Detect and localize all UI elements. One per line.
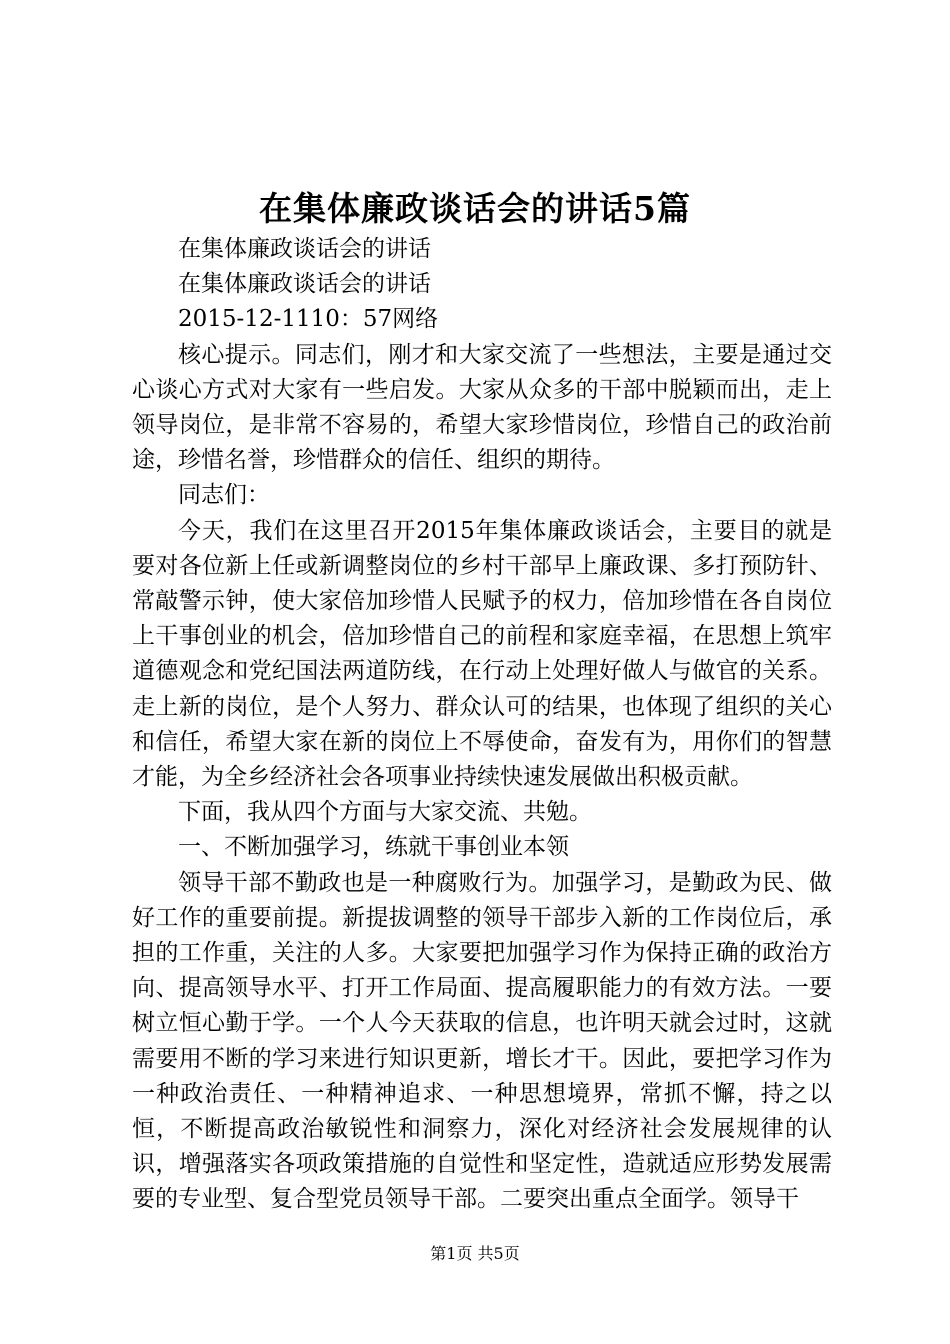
section-heading: 一、不断加强学习，练就干事创业本领: [178, 834, 569, 861]
paragraph: 在集体廉政谈话会的讲话: [178, 236, 431, 262]
document-title: 在集体廉政谈话会的讲话5篇: [259, 189, 691, 228]
paragraph: 领导干部不勤政也是一种腐败行为。加强学习，是勤政为民、做好工作的重要前提。新提拔调整的领导干部步入新的工作岗位后，承担的工作重，关注的人多。大家要把加强学习作为保持正确的政治方向、提高领导水平、打开工作局面、提高履职能力的有效方法。一要树立恒心勤于学。一个人今天获取的信息，也许明天就会过时，这就需要用不断的学习来进行知识更新，增长才干。因此，要把学习作为一种政治责任、一种精神追求、一种思想境界，常抓不懈，持之以恒，不断提高政治敏锐性和洞察力，深化对经济社会发展规律的认识，增强落实各项政策措施的自觉性和坚定性，造就适应形势发展需要的专业型、复合型党员领导干部。二要突出重点全面学。领导干: [132, 869, 832, 1213]
document-body: [132, 232, 832, 1218]
paragraph: 今天，我们在这里召开2015年集体廉政谈话会，主要目的就是要对各位新上任或新调整岗位的乡村干部早上廉政课、多打预防针、常敲警示钟，使大家倍加珍惜人民赋予的权力，倍加珍惜在各自岗位上干事创业的机会，倍加珍惜自己的前程和家庭幸福，在思想上筑牢道德观念和党纪国法两道防线，在行动上处理好做人与做官的关系。走上新的岗位，是个人努力、群众认可的结果，也体现了组织的关心和信任，希望大家在新的岗位上不辱使命，奋发有为，用你们的智慧才能，为全乡经济社会各项事业持续快速发展做出积极贡献。: [132, 517, 832, 791]
page-footer: 第1页 共5页: [430, 1244, 520, 1263]
paragraph: 2015-12-1110：57网络: [178, 306, 439, 333]
paragraph: 核心提示。同志们，刚才和大家交流了一些想法，主要是通过交心谈心方式对大家有一些启发。大家从众多的干部中脱颖而出，走上领导岗位，是非常不容易的，希望大家珍惜岗位，珍惜自己的政治前途，珍惜名誉，珍惜群众的信任、组织的期待。: [132, 341, 832, 474]
paragraph: 在集体廉政谈话会的讲话: [178, 271, 431, 298]
paragraph: 下面，我从四个方面与大家交流、共勉。: [178, 799, 592, 826]
paragraph: 同志们：: [178, 482, 270, 509]
